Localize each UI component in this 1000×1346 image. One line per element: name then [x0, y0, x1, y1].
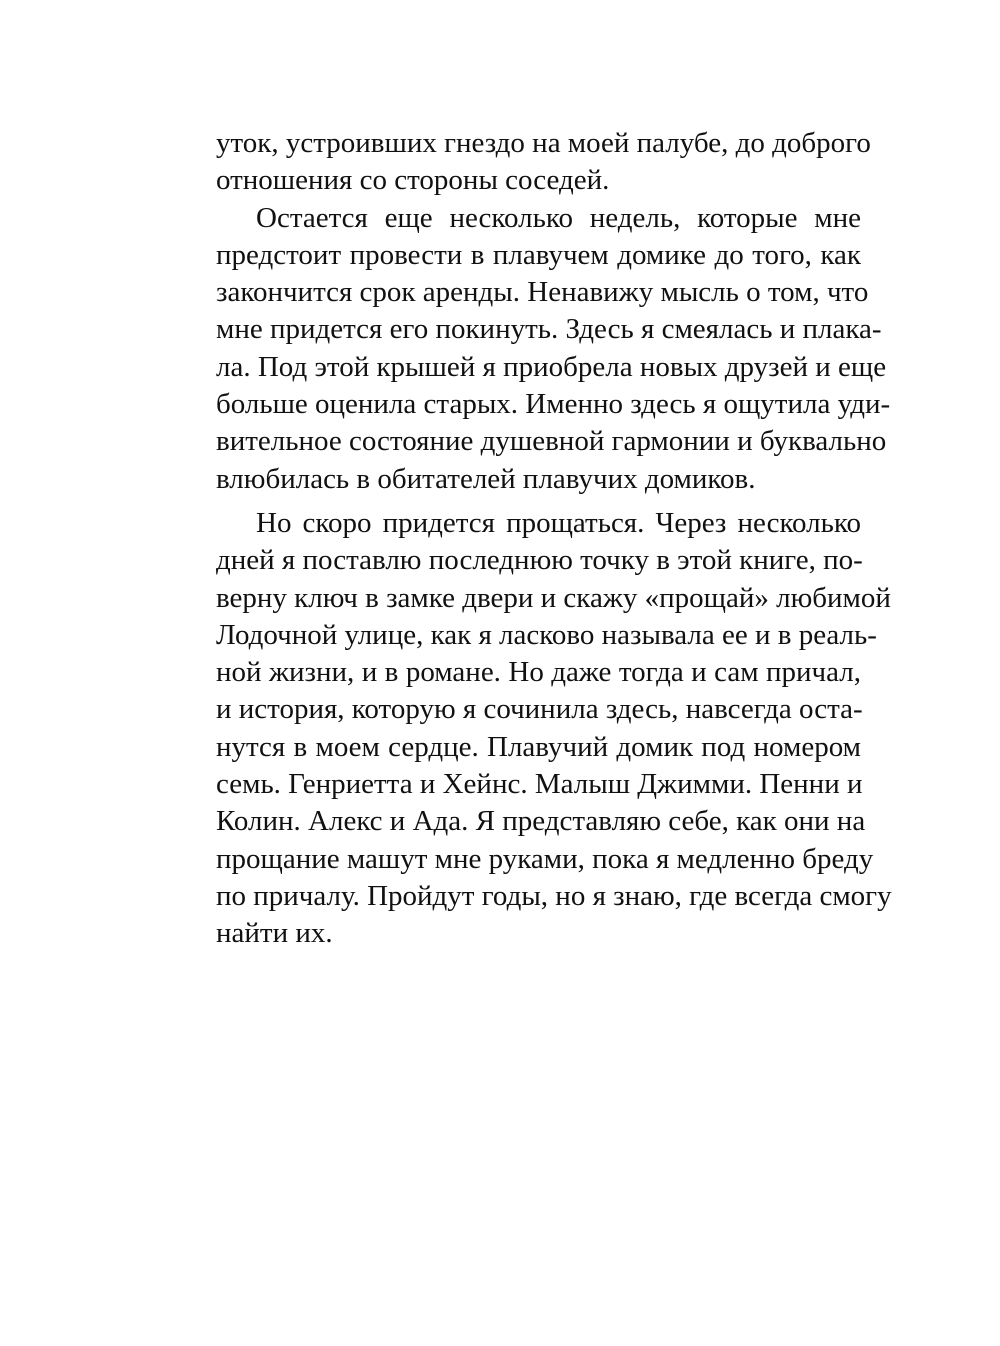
text-line: мне придется его покинуть. Здесь я смеялась и плака- [216, 313, 882, 346]
text-line: Колин. Алекс и Ада. Я представляю себе, как они на [216, 805, 866, 838]
text-line: отношения со стороны соседей. [216, 164, 610, 197]
text-line: закончится срок аренды. Ненавижу мысль о том, что [216, 276, 869, 309]
text-line: нутся в моем сердце. Плавучий домик под номером [216, 730, 861, 763]
text-line: по причалу. Пройдут годы, но я знаю, где всегда смогу [216, 879, 892, 912]
paragraph-farewell [216, 505, 892, 953]
text-line: уток, устроивших гнездо на моей палубе, до доброго [216, 127, 871, 159]
text-line: больше оценила старых. Именно здесь я ощутила уди- [216, 388, 891, 421]
text-block-top [216, 125, 891, 498]
paragraph-continuation [216, 125, 871, 200]
text-line: предстоит провести в плавучем домике до того, как [216, 238, 861, 271]
text-line: и история, которую я сочинила здесь, навсегда оста- [216, 693, 863, 726]
text-block-bottom [216, 505, 892, 953]
text-line: ла. Под этой крышей я приобрела новых друзей и еще [216, 350, 887, 383]
text-line: Лодочной улице, как я ласково называла ее и в реаль- [216, 618, 877, 651]
paragraph-remaining-weeks [216, 200, 891, 498]
text-line: ной жизни, и в романе. Но даже тогда и сам причал, [216, 656, 861, 689]
text-line: влюбилась в обитателей плавучих домиков. [216, 462, 756, 495]
text-line: дней я поставлю последнюю точку в этой книге, по- [216, 544, 863, 577]
text-line: найти их. [216, 917, 333, 950]
text-line: семь. Генриетта и Хейнс. Малыш Джимми. Пенни и [216, 768, 863, 801]
text-line: Но скоро придется прощаться. Через несколько [256, 507, 861, 539]
text-line: Остается еще несколько недель, которые мне [256, 201, 861, 234]
text-line: прощание машут мне руками, пока я медленно бреду [216, 842, 874, 875]
text-line: верну ключ в замке двери и скажу «прощай» любимой [216, 581, 891, 614]
text-line: вительное состояние душевной гармонии и буквально [216, 425, 887, 458]
